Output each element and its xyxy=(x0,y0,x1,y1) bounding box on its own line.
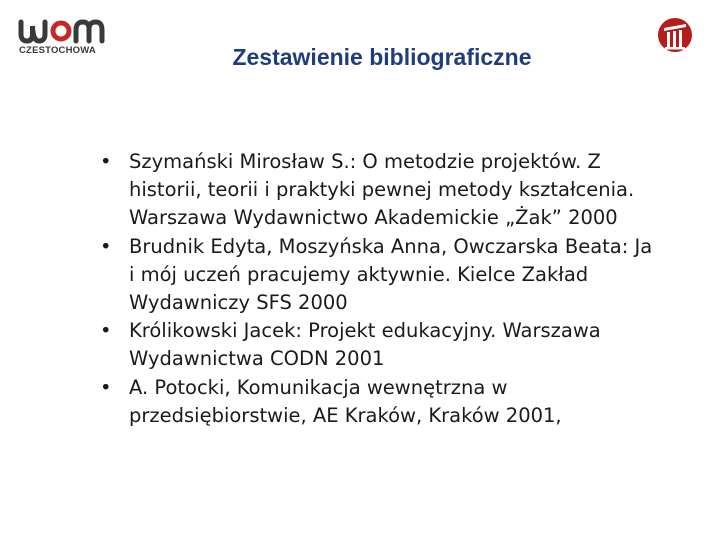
bibliography-item-text: Królikowski Jacek: Projekt edukacyjny. Warszawa Wydawnictwa CODN 2001 xyxy=(129,319,601,371)
bibliography-item xyxy=(100,317,660,373)
bibliography-list xyxy=(100,148,660,430)
bibliography-item xyxy=(100,233,660,318)
bibliography-item-text: A. Potocki, Komunikacja wewnętrzna w przedsiębiorstwie, AE Kraków, Kraków 2001, xyxy=(129,375,562,427)
bullet: • xyxy=(100,150,112,173)
bibliography-item-text: Szymański Mirosław S.: O metodzie projektów. Z historii, teorii i praktyki pewnej metody kształcenia. Warszawa Wydawnictwo Akademickie „Żak” 2000 xyxy=(129,150,635,230)
wom-logo-mark xyxy=(18,14,118,46)
logo-subtitle: CZESTOCHOWA xyxy=(19,45,96,56)
bullet: • xyxy=(100,234,112,258)
bullet: • xyxy=(100,375,112,399)
slide-title: Zestawienie bibliograficzne xyxy=(232,44,532,70)
bibliography-item xyxy=(100,374,660,430)
bibliography-item-text: Brudnik Edyta, Moszyńska Anna, Owczarska Beata: Ja i mój uczeń pracujemy aktywnie. Kielce Zakład Wydawniczy SFS 2000 xyxy=(129,234,653,315)
bibliography-item xyxy=(100,148,660,233)
bullet: • xyxy=(100,319,112,343)
